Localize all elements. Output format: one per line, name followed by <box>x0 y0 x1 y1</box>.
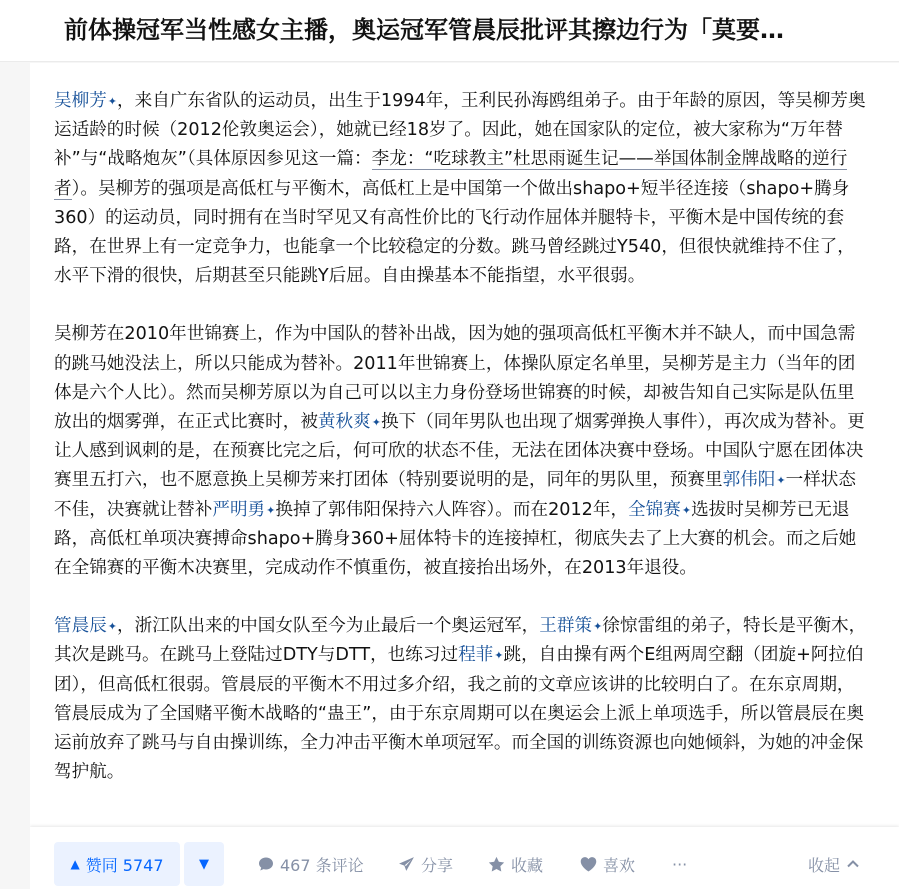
link-wu-liufang[interactable]: 吴柳芳✦ <box>54 91 118 111</box>
heart-icon <box>580 856 597 872</box>
sparkle-icon: ✦ <box>107 620 118 634</box>
link-huang-qiushuang[interactable]: 黄秋爽✦ <box>317 412 381 433</box>
chevron-up-icon <box>846 857 860 871</box>
link-guan-chenchen[interactable]: 管晨辰✦ <box>54 616 118 637</box>
triangle-up-icon: ▲ <box>70 857 80 871</box>
link-quanjinsai[interactable]: 全锦赛✦ <box>628 499 692 520</box>
more-icon: ··· <box>672 854 688 874</box>
collapse-button[interactable]: 收起 <box>808 842 860 886</box>
paragraph-2: 吴柳芳在2010年世锦赛上，作为中国队的替补出战，因为她的强项高低杠平衡木并不缺人，而中国急需的跳马她没法上，所以只能成为替补。2011年世锦赛上，体操队原定名单里，吴柳芳是主力（当年的团体是六个人比）。然而吴柳芳原以为自己可以以主力身份登场世锦赛的时候，却被告知自己实际是队伍里放出的烟雾弹，在正式比赛时，被黄秋爽✦换下（同年男队也出现了烟雾弹换人事件），再次成为替补。更让人感到讽刺的是，在预赛比完之后，何可欣的状态不佳，无法在团体决赛中登场。中国队宁愿在团体决赛里五打六，也不愿意换上吴柳芳来打团体（特别要说明的是，同年的男队里，预赛里郭伟阳✦一样状态不佳，决赛就让替补严明勇✦换掉了郭伟阳保持六人阵容）。而在2012年，全锦赛✦选拔时吴柳芳已无退路，高低杠单项决赛搏命shapo+腾身360+屈体特卡的连接掉杠，彻底失去了上大赛的机会。而之后她在全锦赛的平衡木决赛里，完成动作不慎重伤，被直接抬出场外，在2013年退役。 <box>54 324 865 579</box>
sparkle-icon: ✦ <box>681 503 692 517</box>
link-cheng-fei[interactable]: 程菲✦ <box>458 645 504 666</box>
paragraph-1: 吴柳芳✦，来自广东省队的运动员，出生于1994年，王利民孙海鸥组弟子。由于年龄的原因，等吴柳芳奥运适龄的时候（2012伦敦奥运会），她就已经18岁了。因此，她在国家队的定位，被大家称为“万年替补”与“战略炮灰”（具体原因参见这一篇：李龙：“吃球教主”杜思雨诞生记——举国体制金牌战略的逆行者）。吴柳芳的强项是高低杠与平衡木，高低杠上是中国第一个做出shapo+短半径连接（shapo+腾身360）的运动员，同时拥有在当时罕见又有高性价比的飞行动作屈体并腿特卡，平衡木是中国传统的套路，在世界上有一定竞争力，也能拿一个比较稳定的分数。跳马曾经跳过Y540，但很快就维持不住了，水平下滑的很快，后期甚至只能跳Y后屈。自由操基本不能指望，水平很弱。 <box>54 91 866 287</box>
page-title[interactable]: 前体操冠军当性感女主播，奥运冠军管晨辰批评其擦边行为「莫要… <box>64 16 784 44</box>
more-button[interactable] <box>672 842 687 886</box>
content-fade <box>30 787 899 827</box>
comment-icon <box>258 856 274 872</box>
comments-button[interactable]: 467 条评论 <box>258 842 364 886</box>
article-link-li-long[interactable]: 李龙：“吃球教主”杜思雨诞生记——举国体制金牌战略的逆行者 <box>54 149 848 199</box>
sparkle-icon: ✦ <box>266 503 276 517</box>
paragraph-3: 管晨辰✦，浙江队出来的中国女队至今为止最后一个奥运冠军，王群策✦徐惊雷组的弟子，特长是平衡木，其次是跳马。在跳马上登陆过DTY与DTT，也练习过程菲✦跳，自由操有两个E组两周空翻（团旋+阿拉伯团），但高低杠很弱。管晨辰的平衡木不用过多介绍，我之前的文章应该讲的比较明白了。在东京周期，管晨辰成为了全国赌平衡木战略的“蛊王”，由于东京周期可以在奥运会上派上单项选手，所以管晨辰在奥运前放弃了跳马与自由操训练，全力冲击平衡木单项冠军。而全国的训练资源也向她倾斜，为她的冲金保驾护航。 <box>54 616 867 783</box>
header-bar <box>0 0 899 62</box>
triangle-down-icon: ▼ <box>199 856 209 872</box>
like-button[interactable]: 喜欢 <box>580 842 635 886</box>
upvote-button[interactable]: ▲ 赞同 5747 <box>54 842 180 886</box>
sparkle-icon: ✦ <box>776 474 786 488</box>
answer-content <box>54 87 872 816</box>
link-yan-mingyong[interactable]: 严明勇✦ <box>212 499 276 520</box>
sparkle-icon: ✦ <box>494 649 504 663</box>
share-icon <box>398 856 415 873</box>
action-bar <box>30 827 899 889</box>
sparkle-icon: ✦ <box>593 620 603 634</box>
downvote-button[interactable] <box>184 842 224 886</box>
answer-card <box>30 63 899 889</box>
favorite-button[interactable]: 收藏 <box>488 842 543 886</box>
star-icon <box>488 856 505 873</box>
sparkle-icon: ✦ <box>371 416 381 430</box>
link-guo-weiyang[interactable]: 郭伟阳✦ <box>722 470 786 491</box>
link-wang-qunce[interactable]: 王群策✦ <box>539 616 603 637</box>
share-button[interactable]: 分享 <box>398 842 453 886</box>
sparkle-icon: ✦ <box>107 95 118 108</box>
